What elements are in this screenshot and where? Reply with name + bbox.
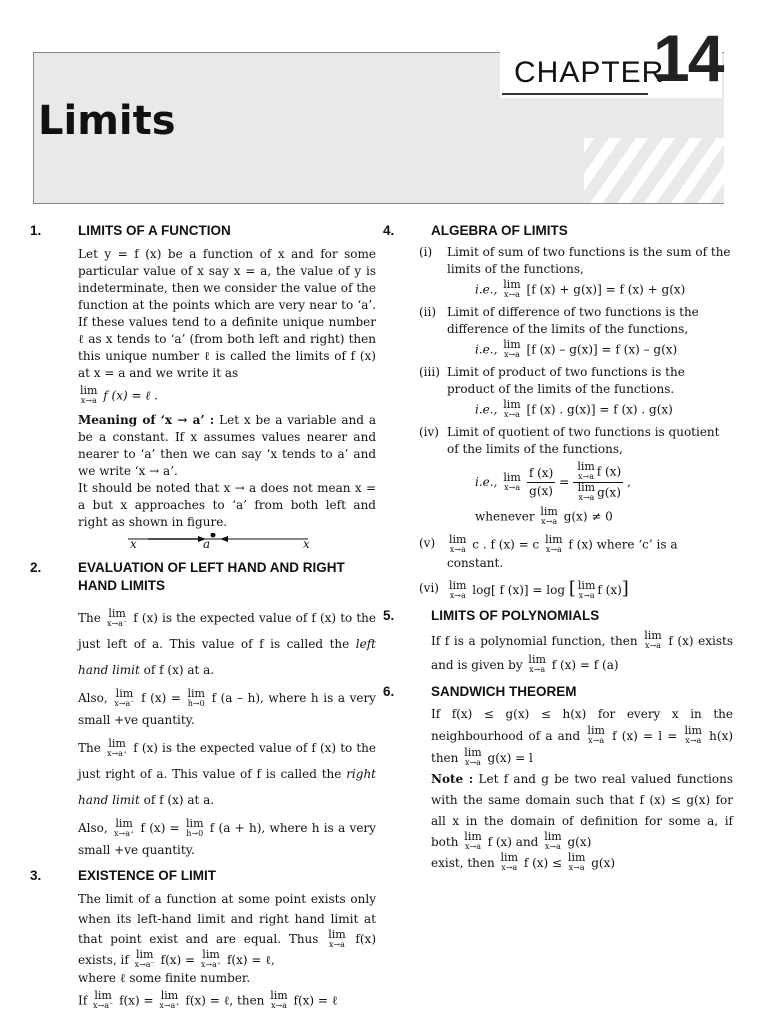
right-column: [383, 222, 733, 874]
meaning-para: Meaning of ‘x → a’ : Let x be a variable and a be a constant. If x assumes values nearer and nearer to ‘a’ then we can say ‘x tends to a’ and we write ‘x → a’.: [78, 413, 376, 478]
existence-where: where ℓ some finite number.: [78, 971, 251, 985]
rhl-also: Also, lim x→a⁺ f (x) = lim h→0 f (a + h), where h is a very small +ve quantity.: [78, 816, 376, 857]
lhl-para: The lim x→a⁻ f (x) is the expected value of f (x) to the just left of a. This value of f is called the left hand limit of f (x) at a.: [78, 606, 376, 677]
section-heading-2: 2. EVALUATION OF LEFT HAND AND RIGHT HAND LIMITS: [30, 560, 345, 593]
note-para: It should be noted that x → a does not mean x = a but x approaches to ‘a’ from both left and right as shown in figure.: [78, 481, 376, 529]
chapter-number: 14: [653, 21, 723, 95]
algebra-item-vi: (vi) lim x→a log[ f (x)] = log [ lim x→a f (x)]: [419, 578, 629, 600]
section-heading-4: 4. ALGEBRA OF LIMITS: [383, 223, 568, 238]
sandwich-note: Note : Let f and g be two real valued functions with the same domain such that f (x) ≤ g(x) for all x in the domain of definition for some a, if both lim x→a f (x) and lim x→a g(x) exist, then lim x→a f (x) ≤ lim x→a g(x): [431, 771, 733, 872]
existence-if: If lim x→a⁻ f(x) = lim x→a⁺ f(x) = ℓ, then lim x→a f(x) = ℓ: [78, 989, 338, 1010]
section-heading-3: 3. EXISTENCE OF LIMIT: [30, 868, 217, 883]
existence-para: The limit of a function at some point exists only when its left-hand limit and right hand limit at that point exist and are equal. Thus lim x→a f(x) exists, if lim x→a⁻ f(x) = lim x→a⁺ f(x) = ℓ,: [78, 892, 376, 969]
approach-figure: x a x: [78, 533, 376, 549]
algebra-item-ii: (ii) Limit of difference of two functions is the difference of the limits of the functions, i.e., lim x→a [f (x) – g(x)] = f (x) – g(x): [419, 305, 699, 359]
section-heading-1: 1. LIMITS OF A FUNCTION: [30, 223, 231, 238]
chapter-word: CHAPTER: [514, 56, 665, 89]
decorative-stripes: [584, 138, 724, 204]
algebra-item-iii: (iii) Limit of product of two functions is the product of the limits of the functions. i.e., lim x→a [f (x) . g(x)] = f (x) . g(x): [419, 365, 685, 419]
algebra-item-i: (i) Limit of sum of two functions is the sum of the limits of the functions, i.e., lim x→a [f (x) + g(x)] = f (x) + g(x): [419, 245, 731, 299]
chapter-underline: [502, 93, 648, 95]
left-column: [30, 222, 376, 1011]
lhl-also: Also, lim x→a⁻ f (x) = lim h→0 f (a – h), where h is a very small +ve quantity.: [78, 686, 376, 727]
section-1-para: Let y = f (x) be a function of x and for some particular value of x say x = a, the value of y is indeterminate, then we consider the value of the function at the points which are very near to ‘a’. If these values tend to a definite unique number ℓ as x tends to ‘a’ (from both left and right) then this unique number ℓ is called the limits of f (x) at x = a and we write it as: [78, 247, 376, 380]
algebra-item-v: (v) lim x→a c . f (x) = c lim x→a f (x) where ‘c’ is a constant.: [419, 533, 678, 570]
section-1-eq: lim x→a f (x) = ℓ .: [80, 384, 158, 405]
page-title: Limits: [38, 98, 176, 144]
section-heading-5: 5. LIMITS OF POLYNOMIALS: [383, 607, 600, 623]
rhl-para: The lim x→a⁺ f (x) is the expected value of f (x) to the just right of a. This value of f is called the right hand limit of f (x) at a.: [78, 736, 376, 807]
polynomial-para: If f is a polynomial function, then lim x→a f (x) exists and is given by lim x→a f (x) = f (a): [431, 629, 733, 674]
sandwich-para: If f(x) ≤ g(x) ≤ h(x) for every x in the neighbourhood of a and lim x→a f (x) = l = lim x→a h(x) then lim x→a g(x) = l: [431, 706, 734, 767]
section-heading-6: 6. SANDWICH THEOREM: [383, 683, 577, 699]
algebra-item-iv: (iv) Limit of quotient of two functions is quotient of the limits of the functions, i.e., lim x→a $\frac{f (x)}{g(x)}$ = lim x→a f (x) lim x→a g(x) , whenever lim x→a g(x) ≠ 0: [419, 425, 720, 526]
